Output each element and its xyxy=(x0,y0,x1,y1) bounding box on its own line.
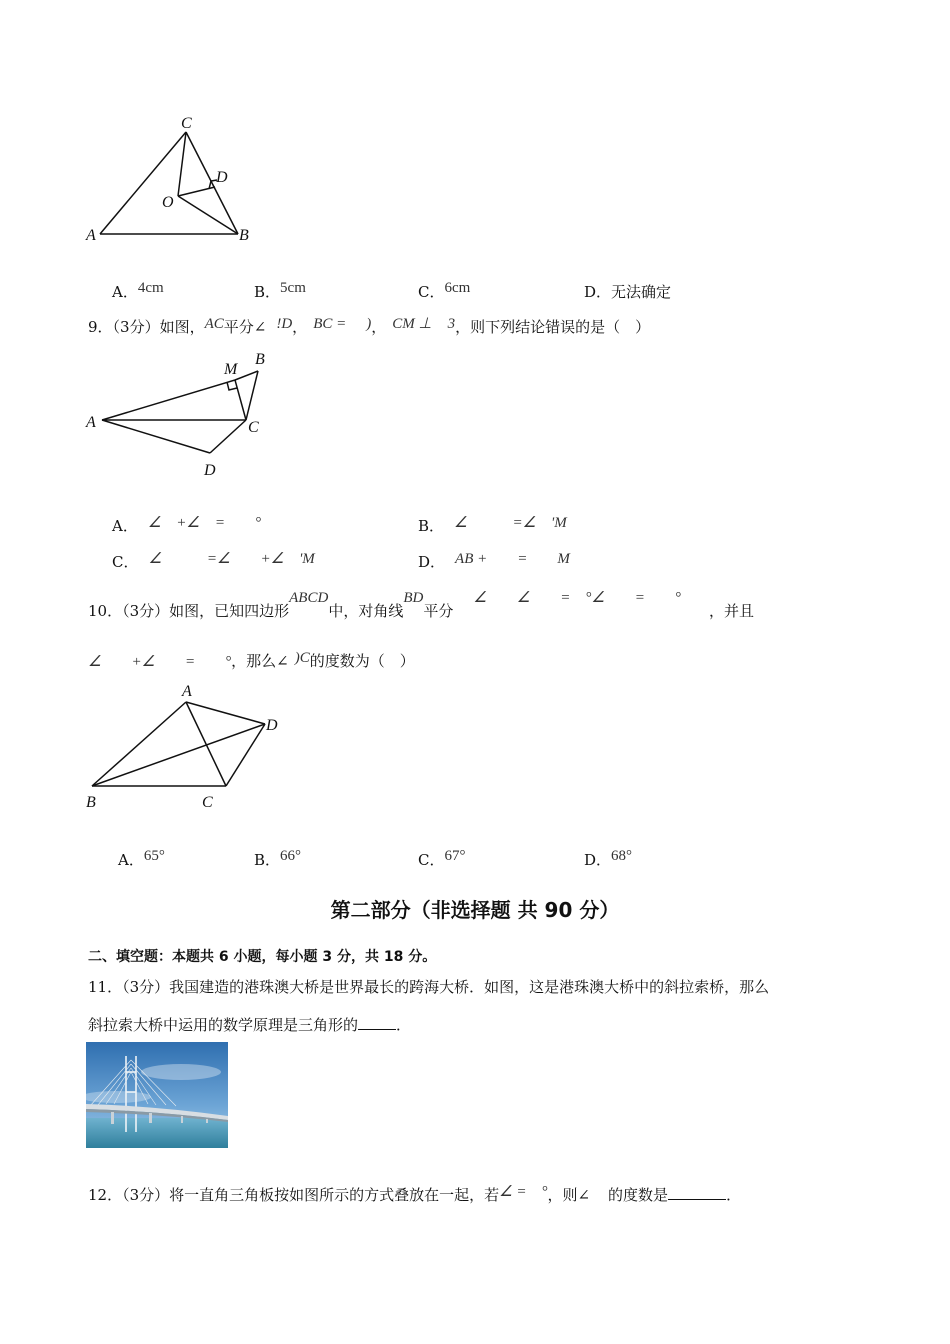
option-label: A． xyxy=(112,283,138,301)
q8-option-b xyxy=(254,281,306,302)
fill-in-section-title: 二、填空题：本题共 6 小题，每小题 3 分，共 18 分。 xyxy=(88,949,437,965)
q8-option-a xyxy=(112,281,164,302)
q9-math-6: 3 xyxy=(447,316,456,332)
q10-label-c: C xyxy=(202,794,213,811)
q9-math-5: CM ⊥ xyxy=(392,316,432,332)
option-label: D． xyxy=(584,851,612,869)
q12-math-1: ∠ = ° xyxy=(499,1184,548,1200)
option-value: 5cm xyxy=(280,280,306,296)
q9-label-b: B xyxy=(255,351,265,368)
option-label: C． xyxy=(418,283,445,301)
q10-text-4: ，那么∠ xyxy=(231,652,289,670)
q11-answer-blank[interactable] xyxy=(358,1015,396,1030)
q9-text-3: ， xyxy=(371,318,387,336)
q12-answer-blank[interactable] xyxy=(668,1185,726,1200)
q12-end: ． xyxy=(726,1186,742,1204)
option-label: C． xyxy=(418,851,445,869)
q8-option-c xyxy=(418,281,470,302)
q10-math-3: ∠ ∠ = °∠ = ° xyxy=(473,590,681,606)
option-value: ∠ =∠ 'M xyxy=(454,515,567,531)
q9-label-d: D xyxy=(204,462,216,479)
q9-text-4: ，则下列结论错误的是（ ） xyxy=(455,318,651,336)
q10-math-4: ∠ +∠ = ° xyxy=(88,654,232,670)
q10-option-c xyxy=(418,849,465,870)
q10-label-d: D xyxy=(266,717,278,734)
q9-option-c xyxy=(112,551,315,572)
q10-math-5: )C xyxy=(294,650,310,666)
q8-label-b: B xyxy=(239,227,249,244)
q9-number: 9． xyxy=(88,318,113,336)
q9-option-a xyxy=(112,515,261,536)
q8-label-o: O xyxy=(162,194,174,211)
option-value: ∠ +∠ = ° xyxy=(147,515,261,531)
q12-text-2: ，则∠ xyxy=(547,1186,591,1204)
q10-text-1: 中，对角线 xyxy=(328,602,404,620)
option-label: D． xyxy=(418,553,446,571)
option-value: 68° xyxy=(611,848,633,864)
q10-quadrilateral-figure xyxy=(80,680,300,815)
q11-end: ． xyxy=(396,1016,412,1034)
q10-label-b: B xyxy=(86,794,96,811)
option-label: B． xyxy=(254,851,281,869)
q9-math-2: !D xyxy=(276,316,293,332)
q10-stem-line2 xyxy=(88,650,415,671)
q9-score: （3分）如图， xyxy=(112,318,205,336)
option-value: AB + = M xyxy=(455,551,570,567)
option-label: B． xyxy=(254,283,281,301)
q10-score: （3分）如图，已知四边形 xyxy=(122,602,290,620)
q11-line2-text: 斜拉索大桥中运用的数学原理是三角形的 xyxy=(88,1016,359,1034)
q10-number: 10． xyxy=(88,602,123,620)
q11-line2 xyxy=(88,1014,411,1035)
q12-text-3: 的度数是 xyxy=(608,1186,669,1204)
q8-option-d xyxy=(584,281,671,302)
q9-label-m: M xyxy=(224,361,238,378)
q12-text: 12．（3分）将一直角三角板按如图所示的方式叠放在一起，若 xyxy=(88,1186,500,1204)
q9-text-1: 平分∠ xyxy=(223,318,267,336)
q10-option-d xyxy=(584,849,632,870)
option-value: ∠ =∠ +∠ 'M xyxy=(148,551,315,567)
bridge-photo xyxy=(86,1042,228,1148)
q11-line1: 11．（3分）我国建造的港珠澳大桥是世界最长的跨海大桥．如图，这是港珠澳大桥中的斜拉索桥，那么 xyxy=(88,978,770,996)
option-value: 6cm xyxy=(444,280,471,296)
q9-label-c: C xyxy=(248,419,259,436)
q9-option-b xyxy=(418,515,567,536)
option-label: D． xyxy=(584,283,612,301)
q10-text-3: ，并且 xyxy=(708,602,754,620)
q9-label-a: A xyxy=(86,414,96,431)
option-value: 65° xyxy=(143,848,165,864)
q9-math-3: BC = xyxy=(313,316,347,332)
q12-stem xyxy=(88,1184,741,1205)
q9-option-d xyxy=(418,551,570,572)
q8-triangle-figure xyxy=(78,110,268,250)
q10-math-1: ABCD xyxy=(289,590,329,606)
option-label: A． xyxy=(118,851,144,869)
q9-text-2: ， xyxy=(292,318,308,336)
q10-option-b xyxy=(254,849,301,870)
q10-label-a: A xyxy=(182,683,192,700)
option-label: C． xyxy=(112,553,139,571)
option-value: 4cm xyxy=(137,280,164,296)
q9-stem xyxy=(88,316,650,337)
q10-option-a xyxy=(118,849,165,870)
option-value: 66° xyxy=(280,848,302,864)
q9-math-1: AC xyxy=(204,316,224,332)
option-label: A． xyxy=(112,517,138,535)
q10-text-5: 的度数为（ ） xyxy=(309,652,415,670)
q9-quadrilateral-figure xyxy=(80,345,290,480)
option-value: 无法确定 xyxy=(611,283,672,301)
q10-math-2: BD xyxy=(403,590,424,606)
option-label: B． xyxy=(418,517,445,535)
part-two-heading: 第二部分（非选择题 共 90 分） xyxy=(330,898,620,922)
option-value: 67° xyxy=(444,848,466,864)
q10-stem-line1 xyxy=(88,590,754,621)
q8-label-a: A xyxy=(86,227,96,244)
q8-label-c: C xyxy=(181,115,192,132)
q8-label-d: D xyxy=(216,169,228,186)
q10-text-2: 平分 xyxy=(423,602,454,620)
q9-math-4: ) xyxy=(366,316,372,332)
